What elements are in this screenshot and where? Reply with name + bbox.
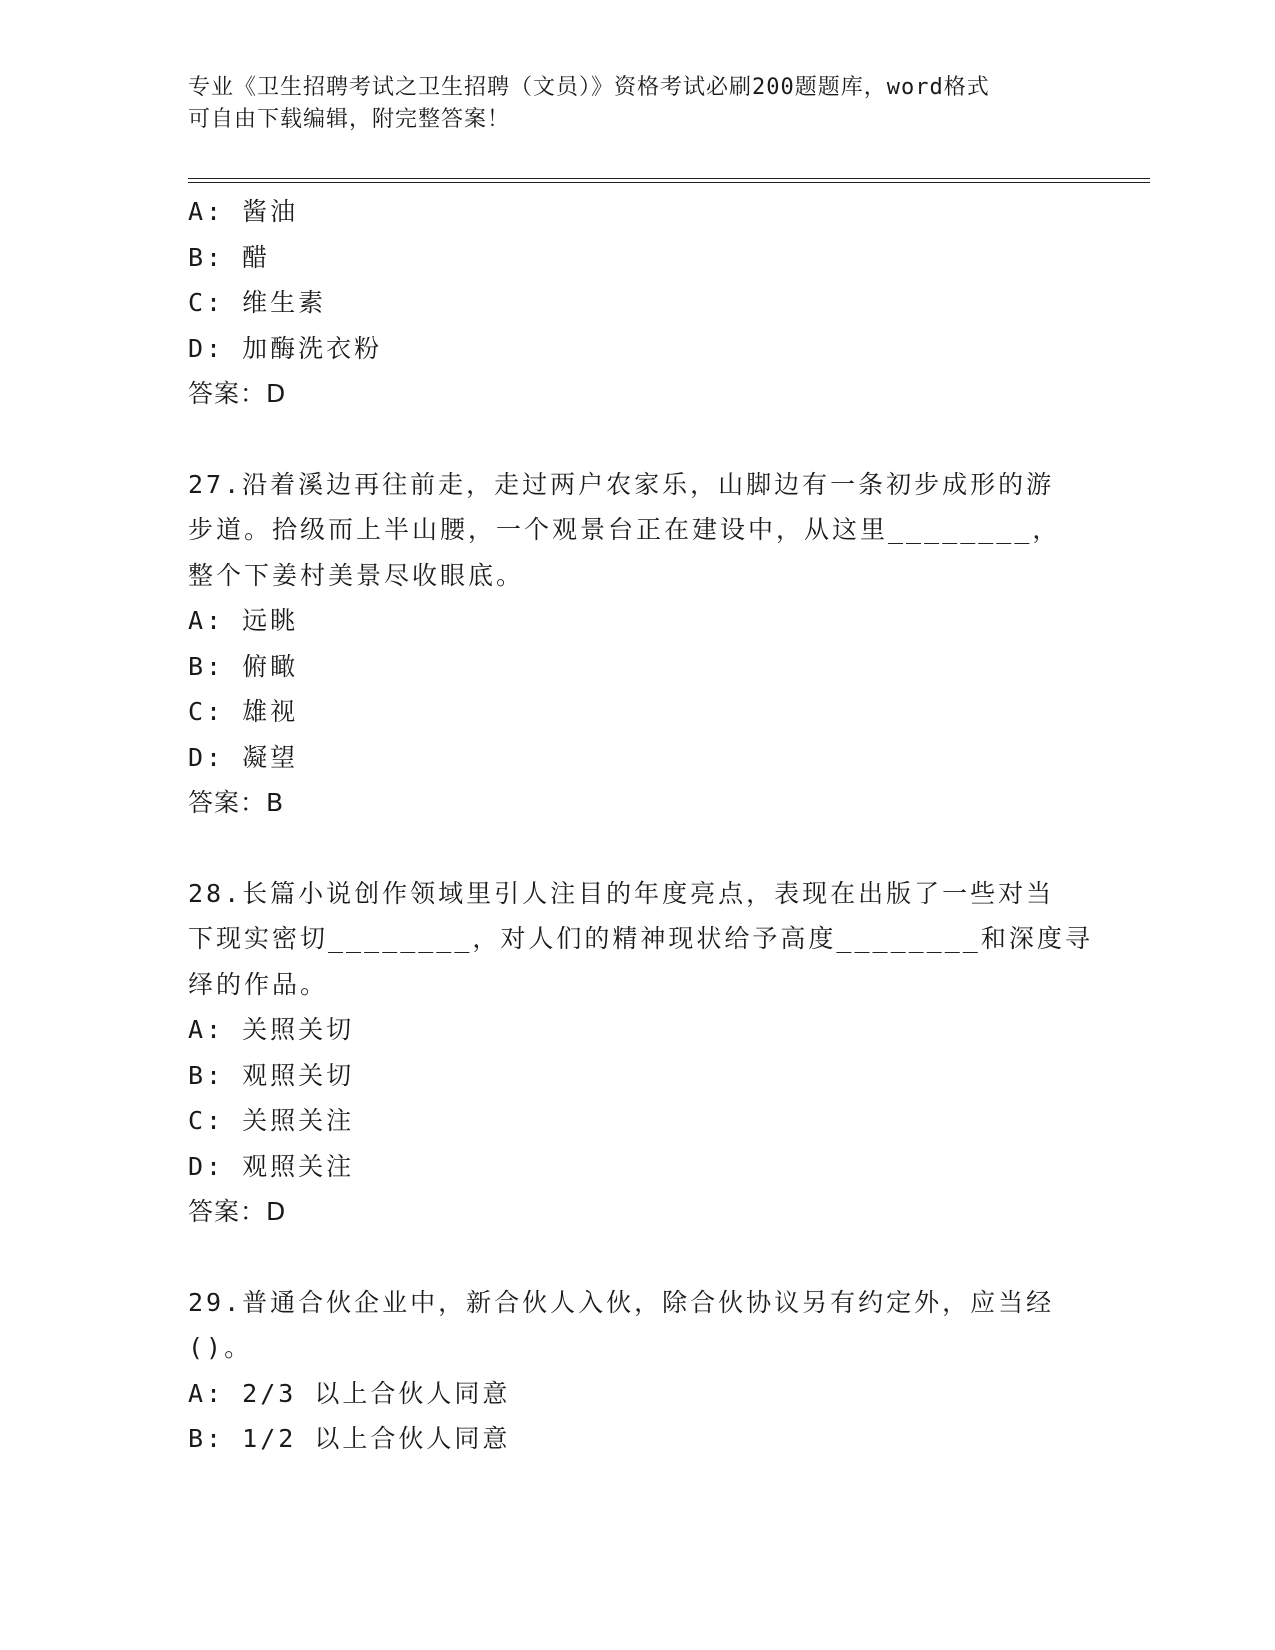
question-stem-line: 绎的作品。 — [188, 969, 329, 999]
option-label: B: — [188, 1424, 225, 1453]
header-line-2: 可自由下载编辑，附完整答案！ — [188, 107, 511, 132]
page-header — [188, 72, 1088, 136]
option-text: 远眺 — [242, 606, 299, 635]
option-text: 酱油 — [242, 197, 299, 226]
spacer — [188, 417, 1088, 462]
spacer — [188, 1235, 1088, 1280]
option-label: B: — [188, 242, 225, 272]
option-text: 关照关注 — [242, 1106, 355, 1135]
option-text: 2/3 以上合伙人同意 — [242, 1378, 511, 1408]
option-text: 1/2 以上合伙人同意 — [242, 1424, 511, 1453]
header-double-rule — [188, 178, 1150, 183]
option-label: C: — [188, 697, 225, 726]
answer-line: 答案：B — [188, 788, 285, 817]
option-text: 观照关切 — [242, 1060, 355, 1090]
option-label: A: — [188, 606, 225, 635]
option-text: 维生素 — [242, 288, 327, 317]
option-text: 俯瞰 — [242, 651, 299, 681]
question-stem-line: 27.沿着溪边再往前走，走过两户农家乐，山脚边有一条初步成形的游 — [188, 469, 1055, 499]
option-text: 凝望 — [242, 742, 299, 772]
option-label: B: — [188, 651, 225, 681]
option-b — [188, 1053, 1088, 1099]
question-stem-line: 29.普通合伙企业中，新合伙人入伙，除合伙协议另有约定外，应当经 — [188, 1287, 1055, 1317]
option-text: 醋 — [242, 242, 271, 272]
option-d — [188, 326, 1088, 372]
option-text: 加酶洗衣粉 — [242, 333, 383, 363]
option-d — [188, 735, 1088, 781]
option-text: 雄视 — [242, 697, 299, 726]
option-label: C: — [188, 1106, 225, 1135]
option-b — [188, 644, 1088, 690]
question-stem-line: ()。 — [188, 1333, 253, 1362]
option-label: A: — [188, 197, 225, 226]
option-a — [188, 1007, 1088, 1053]
answer-line: 答案：D — [188, 379, 287, 408]
option-b — [188, 235, 1088, 281]
option-text: 观照关注 — [242, 1151, 355, 1181]
option-label: B: — [188, 1060, 225, 1090]
option-label: A: — [188, 1015, 225, 1044]
question-stem-line: 下现实密切________，对人们的精神现状给予高度________和深度寻 — [188, 924, 1093, 953]
option-b — [188, 1416, 1088, 1462]
option-a — [188, 598, 1088, 644]
question-stem-line: 28.长篇小说创作领域里引人注目的年度亮点，表现在出版了一些对当 — [188, 878, 1055, 908]
question-stem-line: 整个下姜村美景尽收眼底。 — [188, 560, 525, 590]
option-text: 关照关切 — [242, 1015, 355, 1044]
question-29 — [188, 1280, 1088, 1462]
question-27 — [188, 462, 1088, 826]
option-a — [188, 1371, 1088, 1417]
option-c — [188, 689, 1088, 735]
option-label: D: — [188, 1151, 225, 1181]
option-c — [188, 280, 1088, 326]
option-label: C: — [188, 288, 225, 317]
spacer — [188, 826, 1088, 871]
document-body — [188, 189, 1093, 1462]
question-stem-line: 步道。拾级而上半山腰，一个观景台正在建设中，从这里________， — [188, 515, 1061, 544]
option-label: A: — [188, 1378, 225, 1408]
option-a — [188, 189, 1088, 235]
option-c — [188, 1098, 1088, 1144]
option-d — [188, 1144, 1088, 1190]
answer-line: 答案：D — [188, 1197, 287, 1226]
option-label: D: — [188, 742, 225, 772]
header-line-1: 专业《卫生招聘考试之卫生招聘（文员）》资格考试必刷200题题库，word格式 — [188, 75, 990, 100]
question-28 — [188, 871, 1093, 1235]
option-label: D: — [188, 333, 225, 363]
question-26-continuation — [188, 189, 1088, 417]
